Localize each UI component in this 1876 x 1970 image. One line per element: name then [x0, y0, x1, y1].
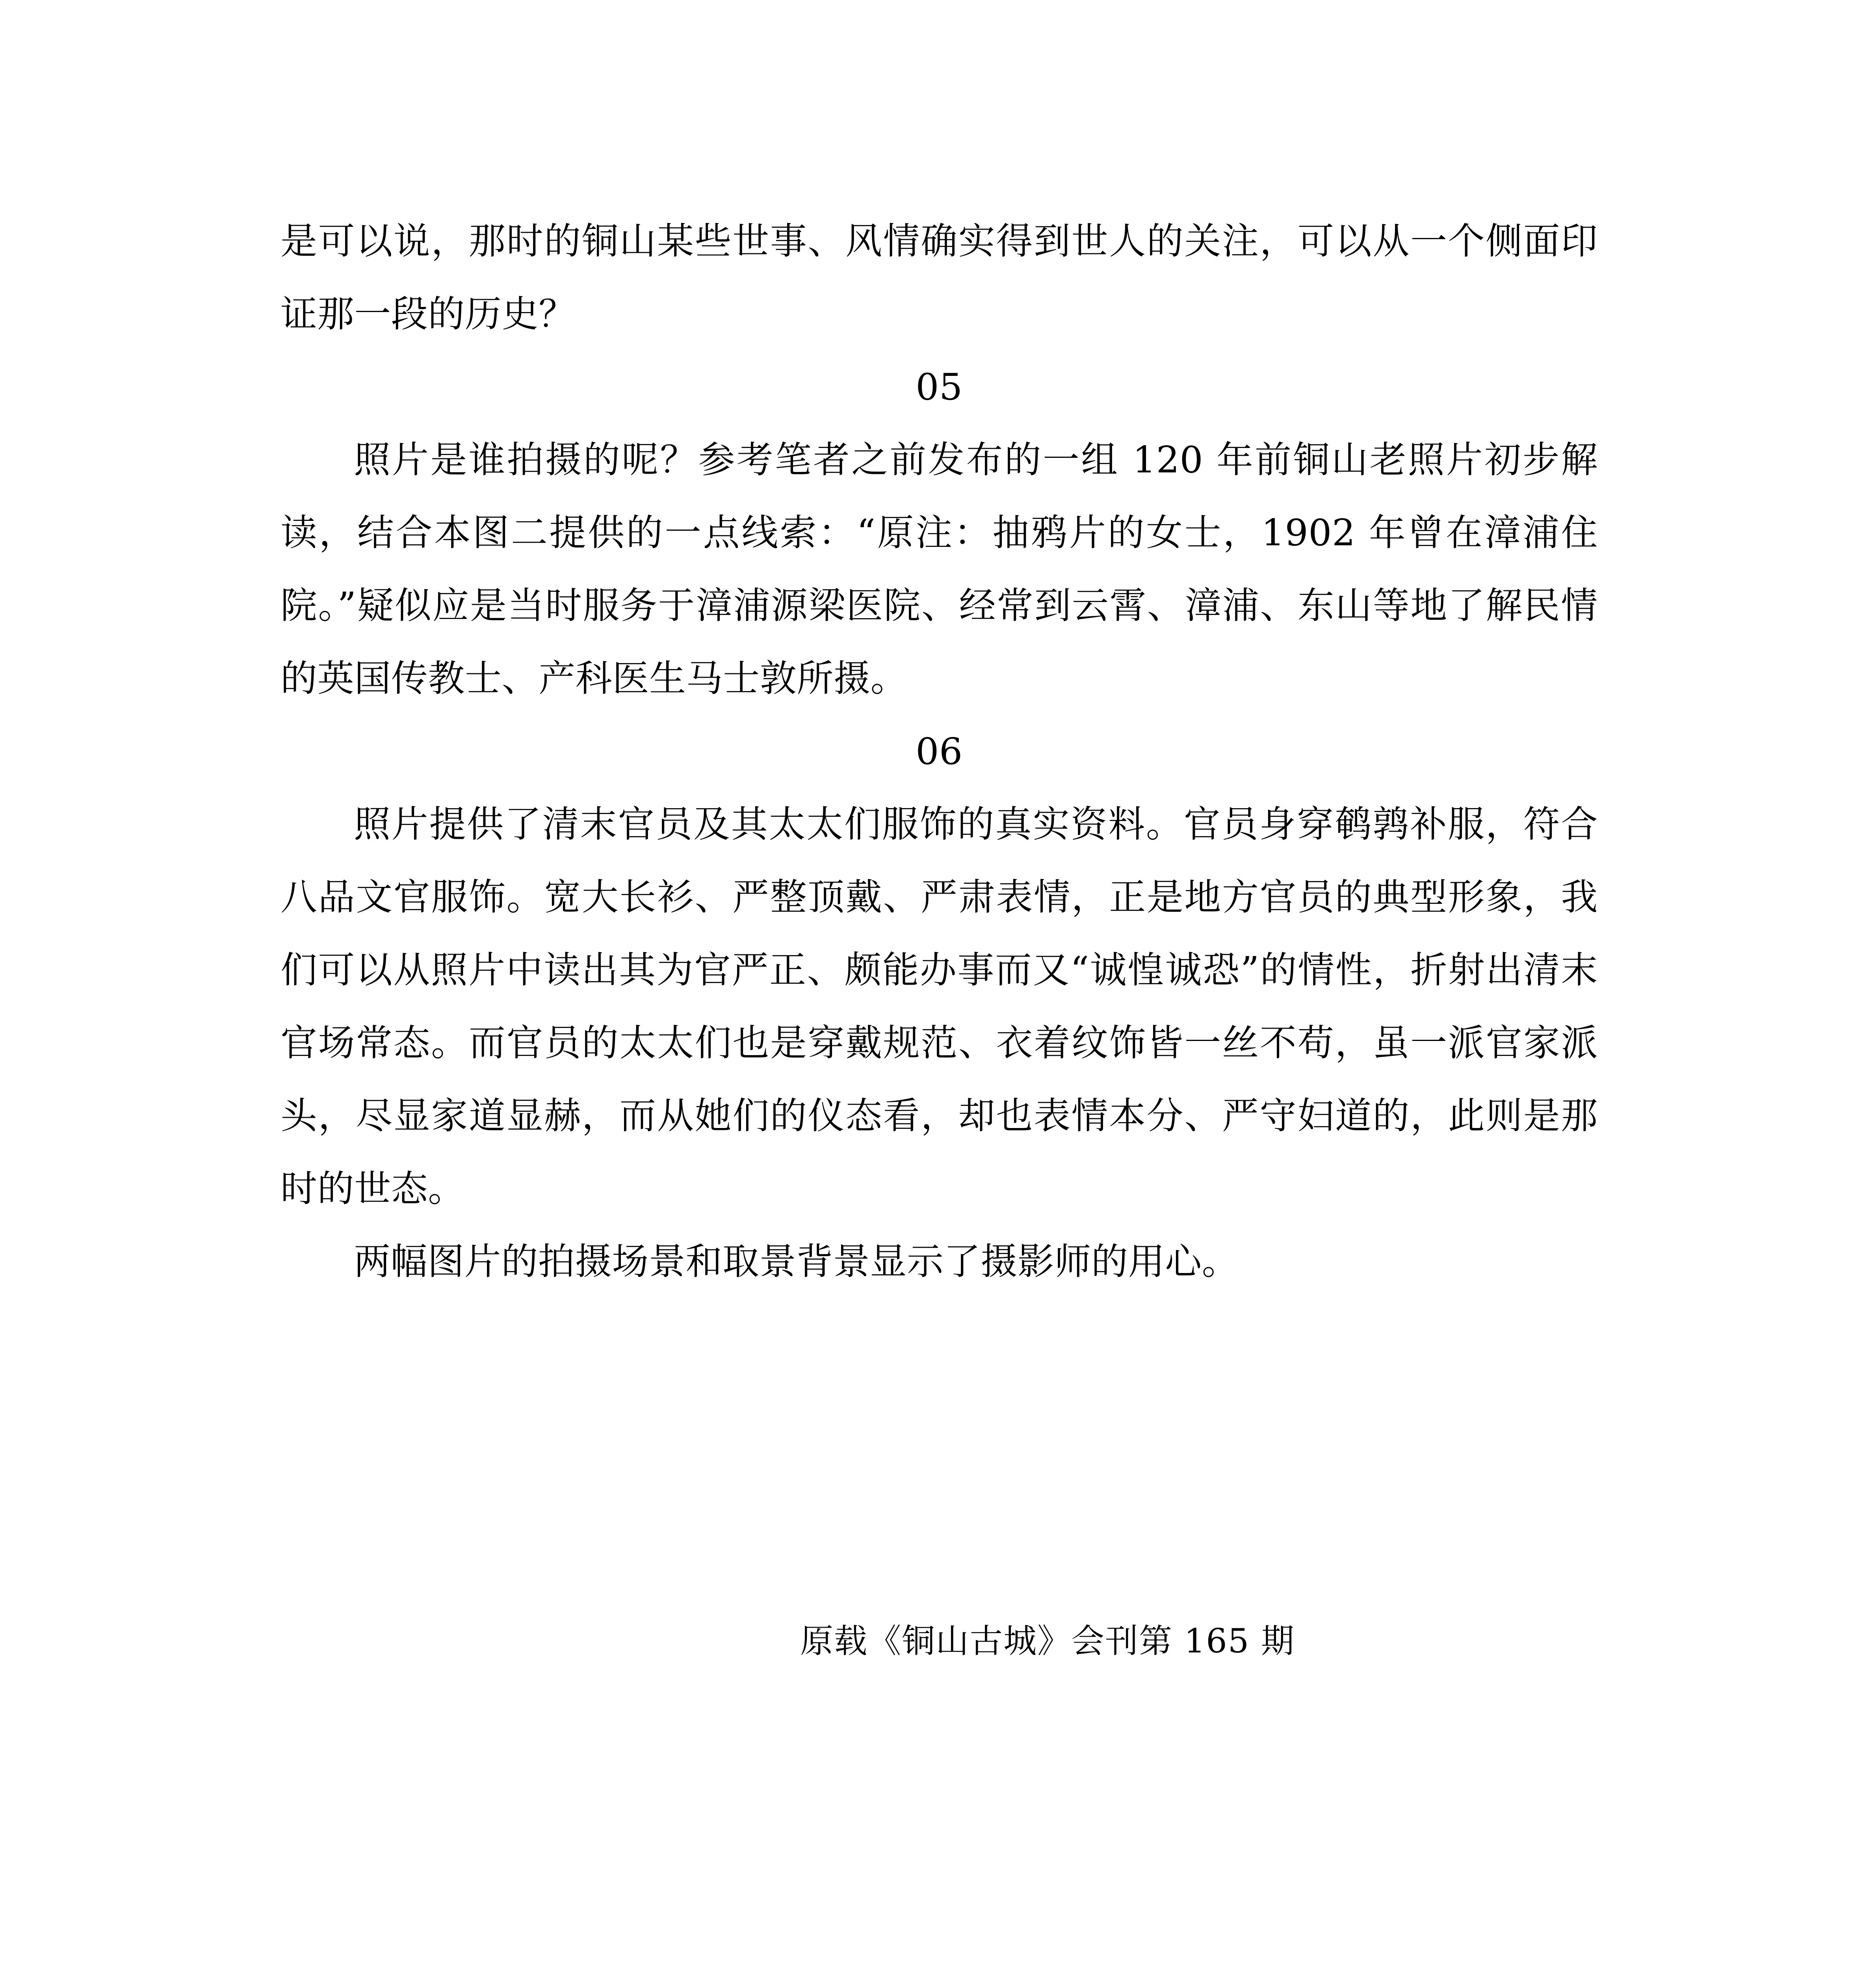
section-number-05: 05 — [916, 366, 963, 408]
paragraph-photographer: 照片是谁拍摄的呢？参考笔者之前发布的一组 120 年前铜山老照片初步解读，结合本图二提供的一点线索：“原注：抽鸦片的女士，1902 年曾在漳浦住院。”疑似应是当时服务于漳浦源梁医院、经常到云霄、漳浦、东山等地了解民情的英国传教士、产科医生马士敦所摄。 — [280, 439, 1598, 700]
source-citation — [280, 1613, 1598, 1669]
section-number-06: 06 — [916, 730, 963, 773]
paragraph-scene: 两幅图片的拍摄场景和取景背景显示了摄影师的用心。 — [354, 1240, 1239, 1283]
paragraph-intro-continuation: 是可以说，那时的铜山某些世事、风情确实得到世人的关注，可以从一个侧面印证那一段的历史？ — [280, 220, 1598, 335]
source-citation-text: 原载《铜山古城》会刊第 165 期 — [800, 1622, 1295, 1660]
paragraph-costume: 照片提供了清末官员及其太太们服饰的真实资料。官员身穿鹌鹑补服，符合八品文官服饰。宽大长衫、严整顶戴、严肃表情，正是地方官员的典型形象，我们可以从照片中读出其为官严正、颇能办事而又“诚惶诚恐”的情性，折射出清末官场常态。而官员的太太们也是穿戴规范、衣着纹饰皆一丝不苟，虽一派官家派头，尽显家道显赫，而从她们的仪态看，却也表情本分、严守妇道的，此则是那时的世态。 — [280, 803, 1598, 1210]
article-body — [280, 205, 1598, 1298]
